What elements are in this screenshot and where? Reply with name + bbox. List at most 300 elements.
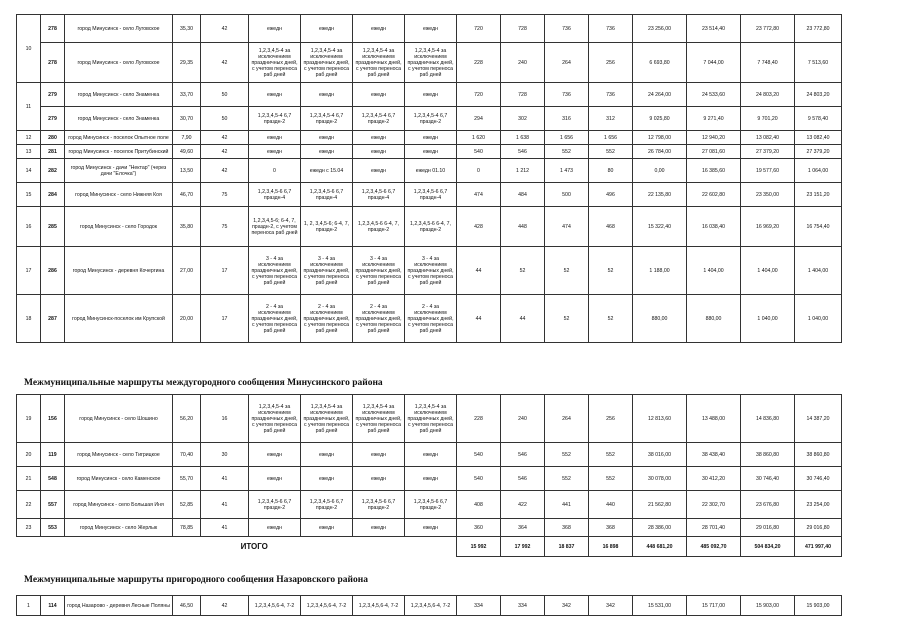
schedule-cell-1: 1,2,3,4,5-4 за исключением праздничных дней, с учетом переноса раб дней <box>249 395 301 443</box>
route-number-cell: 279 <box>41 107 65 131</box>
trips-cell-4: 440 <box>589 491 633 519</box>
schedule-cell-1: ежедн <box>249 467 301 491</box>
value-cell-2: 38 438,40 <box>687 443 741 467</box>
trips-cell-3: 552 <box>545 467 589 491</box>
trips-cell-4: 552 <box>589 145 633 159</box>
schedule-cell-3: ежедн <box>353 131 405 145</box>
schedule-cell-4: 2 - 4 за исключением праздничных дней, с учетом переноса раб дней <box>405 295 457 343</box>
value-cell-4: 30 746,40 <box>795 467 842 491</box>
operator-cell: 42 <box>201 15 249 43</box>
table-row <box>17 43 842 83</box>
row-index-cell: 20 <box>17 443 41 467</box>
value-cell-3: 23 676,80 <box>741 491 795 519</box>
trips-cell-3: 264 <box>545 43 589 83</box>
trips-cell-4: 52 <box>589 247 633 295</box>
route-name-cell: город Минусинск - село Городок <box>65 207 173 247</box>
schedule-cell-4: 3 - 4 за исключением праздничных дней, с учетом переноса раб дней <box>405 247 457 295</box>
value-cell-2: 24 533,60 <box>687 83 741 107</box>
trips-cell-3: 736 <box>545 83 589 107</box>
value-cell-3: 15 903,00 <box>741 596 795 616</box>
route-name-cell: город Минусинск - село Тигрицкое <box>65 443 173 467</box>
table-row <box>17 131 842 145</box>
value-cell-3: 16 969,20 <box>741 207 795 247</box>
value-cell-4: 15 903,00 <box>795 596 842 616</box>
value-cell-2: 22 302,70 <box>687 491 741 519</box>
route-length-cell: 35,30 <box>173 15 201 43</box>
trips-cell-1: 1 620 <box>457 131 501 145</box>
trips-cell-1: 720 <box>457 15 501 43</box>
value-cell-2: 23 514,40 <box>687 15 741 43</box>
value-cell-2: 22 602,80 <box>687 183 741 207</box>
route-length-cell: 46,50 <box>173 596 201 616</box>
operator-cell: 16 <box>201 395 249 443</box>
route-length-cell: 78,85 <box>173 519 201 537</box>
schedule-cell-1: ежедн <box>249 131 301 145</box>
schedule-cell-3: ежедн <box>353 145 405 159</box>
route-number-cell: 287 <box>41 295 65 343</box>
value-cell-1: 24 264,00 <box>633 83 687 107</box>
trips-cell-1: 540 <box>457 145 501 159</box>
operator-cell: 42 <box>201 159 249 183</box>
value-cell-2: 16 038,40 <box>687 207 741 247</box>
trips-cell-1: 540 <box>457 443 501 467</box>
schedule-cell-3: 1,2,3,4,5-6 6-4, 7, праздн-2 <box>353 207 405 247</box>
trips-cell-4: 312 <box>589 107 633 131</box>
schedule-cell-3: 1,2,3,4,5-4 за исключением праздничных дней, с учетом переноса раб дней <box>353 43 405 83</box>
schedule-cell-1: ежедн <box>249 145 301 159</box>
value-cell-1: 30 078,00 <box>633 467 687 491</box>
table-row <box>17 295 842 343</box>
itogo-value-3: 504 834,20 <box>741 537 795 557</box>
trips-cell-1: 540 <box>457 467 501 491</box>
route-number-cell: 156 <box>41 395 65 443</box>
trips-cell-3: 52 <box>545 247 589 295</box>
trips-cell-2: 484 <box>501 183 545 207</box>
table-row <box>17 83 842 107</box>
schedule-cell-2: 1, 2, 3,4,5-6; 6-4, 7, праздн-2 <box>301 207 353 247</box>
schedule-cell-1: ежедн <box>249 83 301 107</box>
value-cell-4: 38 860,80 <box>795 443 842 467</box>
value-cell-2: 7 044,00 <box>687 43 741 83</box>
trips-cell-2: 546 <box>501 467 545 491</box>
table-row <box>17 247 842 295</box>
schedule-cell-1: 1,2,3,4,5-4 за исключением праздничных дней, с учетом переноса раб дней <box>249 43 301 83</box>
trips-cell-3: 264 <box>545 395 589 443</box>
trips-cell-2: 52 <box>501 247 545 295</box>
schedule-cell-1: 2 - 4 за исключением праздничных дней, с учетом переноса раб дней <box>249 295 301 343</box>
value-cell-3: 1 404,00 <box>741 247 795 295</box>
route-number-cell: 284 <box>41 183 65 207</box>
operator-cell: 41 <box>201 467 249 491</box>
route-length-cell: 52,85 <box>173 491 201 519</box>
schedule-cell-1: ежедн <box>249 443 301 467</box>
schedule-cell-2: 1,2,3,4,5-6 6,7 праздн-2 <box>301 491 353 519</box>
value-cell-3: 30 746,40 <box>741 467 795 491</box>
trips-cell-4: 368 <box>589 519 633 537</box>
schedule-cell-3: ежедн <box>353 443 405 467</box>
schedule-cell-3: ежедн <box>353 467 405 491</box>
route-name-cell: город Назарово - деревня Лесные Поляны <box>65 596 173 616</box>
schedule-cell-1: 0 <box>249 159 301 183</box>
table-row <box>17 443 842 467</box>
value-cell-1: 880,00 <box>633 295 687 343</box>
table-row <box>17 145 842 159</box>
route-number-cell: 557 <box>41 491 65 519</box>
route-number-cell: 285 <box>41 207 65 247</box>
schedule-cell-4: 1,2,3,4,5-4 6,7 праздн-2 <box>405 107 457 131</box>
schedule-cell-3: ежедн <box>353 15 405 43</box>
route-length-cell: 20,00 <box>173 295 201 343</box>
schedule-cell-3: 1,2,3,4,5,6-4, 7-2 <box>353 596 405 616</box>
value-cell-3: 24 803,20 <box>741 83 795 107</box>
table-row <box>17 15 842 43</box>
value-cell-1: 12 813,60 <box>633 395 687 443</box>
route-number-cell: 548 <box>41 467 65 491</box>
schedule-cell-3: 2 - 4 за исключением праздничных дней, с учетом переноса раб дней <box>353 295 405 343</box>
value-cell-3: 9 701,20 <box>741 107 795 131</box>
value-cell-2: 880,00 <box>687 295 741 343</box>
trips-cell-3: 52 <box>545 295 589 343</box>
trips-cell-1: 228 <box>457 43 501 83</box>
schedule-cell-1: 1,2,3,4,5-6 6,7 праздн-4 <box>249 183 301 207</box>
table-row <box>17 491 842 519</box>
itogo-value-1: 448 681,20 <box>633 537 687 557</box>
value-cell-2: 12 940,20 <box>687 131 741 145</box>
schedule-cell-2: ежедн <box>301 467 353 491</box>
operator-cell: 42 <box>201 596 249 616</box>
schedule-cell-4: ежедн 01.10 <box>405 159 457 183</box>
trips-cell-3: 736 <box>545 15 589 43</box>
trips-cell-3: 552 <box>545 443 589 467</box>
route-length-cell: 70,40 <box>173 443 201 467</box>
value-cell-4: 1 404,00 <box>795 247 842 295</box>
schedule-cell-1: 1,2,3,4,5-6; 6-4, 7, праздн-2, с учетом переноса раб дней <box>249 207 301 247</box>
route-number-cell: 553 <box>41 519 65 537</box>
row-index-cell: 19 <box>17 395 41 443</box>
value-cell-4: 13 082,40 <box>795 131 842 145</box>
value-cell-4: 23 254,00 <box>795 491 842 519</box>
schedule-cell-3: 1,2,3,4,5-6 6,7 праздн-4 <box>353 183 405 207</box>
schedule-cell-4: 1,2,3,4,5,6-4, 7-2 <box>405 596 457 616</box>
value-cell-2: 28 701,40 <box>687 519 741 537</box>
schedule-cell-2: ежедн <box>301 519 353 537</box>
route-number-cell: 279 <box>41 83 65 107</box>
row-index-cell: 23 <box>17 519 41 537</box>
trips-cell-3: 1 656 <box>545 131 589 145</box>
value-cell-1: 15 322,40 <box>633 207 687 247</box>
value-cell-4: 23 772,80 <box>795 15 842 43</box>
schedule-cell-2: ежедн <box>301 443 353 467</box>
value-cell-2: 30 412,20 <box>687 467 741 491</box>
row-index-cell: 10 <box>17 15 41 83</box>
schedule-cell-4: 1,2,3,4,5-6 6-4, 7, праздн-2 <box>405 207 457 247</box>
value-cell-2: 27 081,60 <box>687 145 741 159</box>
trips-cell-2: 240 <box>501 43 545 83</box>
schedule-cell-3: ежедн <box>353 83 405 107</box>
operator-cell: 41 <box>201 491 249 519</box>
schedule-cell-2: 2 - 4 за исключением праздничных дней, с учетом переноса раб дней <box>301 295 353 343</box>
route-length-cell: 46,70 <box>173 183 201 207</box>
route-number-cell: 278 <box>41 15 65 43</box>
schedule-cell-1: 1,2,3,4,5,6-4, 7-2 <box>249 596 301 616</box>
row-index-cell: 16 <box>17 207 41 247</box>
schedule-cell-2: 1,2,3,4,5-4 6,7 праздн-2 <box>301 107 353 131</box>
trips-cell-4: 1 656 <box>589 131 633 145</box>
trips-cell-2: 546 <box>501 145 545 159</box>
trips-cell-4: 736 <box>589 15 633 43</box>
schedule-cell-4: ежедн <box>405 443 457 467</box>
trips-cell-1: 428 <box>457 207 501 247</box>
route-number-cell: 286 <box>41 247 65 295</box>
itogo-trips-3: 18 837 <box>545 537 589 557</box>
trips-cell-1: 474 <box>457 183 501 207</box>
value-cell-4: 14 387,20 <box>795 395 842 443</box>
schedule-cell-4: ежедн <box>405 145 457 159</box>
row-index-cell: 22 <box>17 491 41 519</box>
value-cell-1: 28 386,00 <box>633 519 687 537</box>
trips-cell-4: 52 <box>589 295 633 343</box>
value-cell-3: 13 082,40 <box>741 131 795 145</box>
route-name-cell: город Минусинск - село Большая Иня <box>65 491 173 519</box>
schedule-cell-3: 1,2,3,4,5-6 6,7 праздн-2 <box>353 491 405 519</box>
section-title-suburban-nazarovo: Межмуниципальные маршруты пригородного сообщения Назаровского района <box>24 575 368 585</box>
trips-cell-1: 294 <box>457 107 501 131</box>
operator-cell: 50 <box>201 107 249 131</box>
trips-cell-4: 496 <box>589 183 633 207</box>
itogo-value-2: 485 092,70 <box>687 537 741 557</box>
trips-cell-4: 342 <box>589 596 633 616</box>
value-cell-1: 26 784,00 <box>633 145 687 159</box>
itogo-value-4: 471 997,40 <box>795 537 842 557</box>
trips-cell-2: 728 <box>501 83 545 107</box>
schedule-cell-2: 1,2,3,4,5,6-4, 7-2 <box>301 596 353 616</box>
schedule-cell-1: 1,2,3,4,5-4 6,7 праздн-2 <box>249 107 301 131</box>
trips-cell-2: 240 <box>501 395 545 443</box>
trips-cell-4: 552 <box>589 443 633 467</box>
route-name-cell: город Минусинск - село Знаменка <box>65 83 173 107</box>
trips-cell-3: 500 <box>545 183 589 207</box>
trips-cell-2: 44 <box>501 295 545 343</box>
table-row <box>17 183 842 207</box>
route-name-cell: город Минусинск - село Шошино <box>65 395 173 443</box>
table-row <box>17 596 842 616</box>
trips-cell-4: 80 <box>589 159 633 183</box>
route-name-cell: город Минусинск - село Луговское <box>65 43 173 83</box>
itogo-label: ИТОГО <box>240 541 268 551</box>
trips-cell-1: 44 <box>457 247 501 295</box>
table-row <box>17 519 842 537</box>
value-cell-1: 15 531,00 <box>633 596 687 616</box>
trips-cell-4: 736 <box>589 83 633 107</box>
value-cell-1: 23 256,00 <box>633 15 687 43</box>
trips-cell-1: 44 <box>457 295 501 343</box>
route-length-cell: 35,80 <box>173 207 201 247</box>
trips-cell-3: 342 <box>545 596 589 616</box>
row-index-cell: 15 <box>17 183 41 207</box>
operator-cell: 41 <box>201 519 249 537</box>
value-cell-3: 38 860,80 <box>741 443 795 467</box>
route-name-cell: город Минусинск - поселок Притубинский <box>65 145 173 159</box>
operator-cell: 17 <box>201 247 249 295</box>
schedule-cell-4: ежедн <box>405 519 457 537</box>
route-name-cell: город Минусинск - деревня Кочергина <box>65 247 173 295</box>
value-cell-3: 14 836,80 <box>741 395 795 443</box>
trips-cell-2: 728 <box>501 15 545 43</box>
schedule-cell-4: ежедн <box>405 131 457 145</box>
value-cell-4: 9 578,40 <box>795 107 842 131</box>
schedule-cell-4: ежедн <box>405 467 457 491</box>
value-cell-3: 23 772,80 <box>741 15 795 43</box>
value-cell-1: 12 798,00 <box>633 131 687 145</box>
route-number-cell: 114 <box>41 596 65 616</box>
trips-cell-1: 228 <box>457 395 501 443</box>
trips-cell-3: 1 473 <box>545 159 589 183</box>
schedule-cell-2: 1,2,3,4,5-4 за исключением праздничных дней, с учетом переноса раб дней <box>301 43 353 83</box>
trips-cell-4: 468 <box>589 207 633 247</box>
schedule-cell-2: ежедн <box>301 83 353 107</box>
operator-cell: 42 <box>201 43 249 83</box>
schedule-cell-1: 1,2,3,4,5-6 6,7 праздн-2 <box>249 491 301 519</box>
trips-cell-1: 360 <box>457 519 501 537</box>
value-cell-4: 24 803,20 <box>795 83 842 107</box>
value-cell-1: 0,00 <box>633 159 687 183</box>
schedule-cell-4: 1,2,3,4,5-6 6,7 праздн-4 <box>405 183 457 207</box>
row-index-cell: 1 <box>17 596 41 616</box>
table-row <box>17 207 842 247</box>
value-cell-1: 6 693,80 <box>633 43 687 83</box>
trips-cell-2: 1 212 <box>501 159 545 183</box>
route-number-cell: 281 <box>41 145 65 159</box>
operator-cell: 30 <box>201 443 249 467</box>
schedule-cell-2: ежедн <box>301 145 353 159</box>
value-cell-1: 38 016,00 <box>633 443 687 467</box>
operator-cell: 42 <box>201 145 249 159</box>
table-row <box>17 107 842 131</box>
schedule-cell-3: ежедн <box>353 159 405 183</box>
section-title-intercity-minusinsk: Межмуниципальные маршруты междугородного сообщения Минусинского района <box>24 378 383 388</box>
itogo-trips-2: 17 992 <box>501 537 545 557</box>
route-length-cell: 13,50 <box>173 159 201 183</box>
routes-table-nazarovo-suburban <box>16 595 842 616</box>
trips-cell-2: 1 638 <box>501 131 545 145</box>
schedule-cell-3: 1,2,3,4,5-4 за исключением праздничных дней, с учетом переноса раб дней <box>353 395 405 443</box>
trips-cell-1: 720 <box>457 83 501 107</box>
route-length-cell: 29,35 <box>173 43 201 83</box>
table-row <box>17 467 842 491</box>
operator-cell: 42 <box>201 131 249 145</box>
value-cell-4: 7 513,60 <box>795 43 842 83</box>
trips-cell-3: 316 <box>545 107 589 131</box>
value-cell-3: 1 040,00 <box>741 295 795 343</box>
value-cell-1: 22 135,80 <box>633 183 687 207</box>
route-length-cell: 27,00 <box>173 247 201 295</box>
route-name-cell: город Минусинск - село Каменское <box>65 467 173 491</box>
itogo-row <box>17 537 842 557</box>
value-cell-1: 9 025,80 <box>633 107 687 131</box>
value-cell-4: 29 016,80 <box>795 519 842 537</box>
value-cell-4: 16 754,40 <box>795 207 842 247</box>
operator-cell: 75 <box>201 207 249 247</box>
value-cell-4: 1 040,00 <box>795 295 842 343</box>
route-length-cell: 56,20 <box>173 395 201 443</box>
route-length-cell: 49,60 <box>173 145 201 159</box>
operator-cell: 17 <box>201 295 249 343</box>
trips-cell-3: 368 <box>545 519 589 537</box>
schedule-cell-4: 1,2,3,4,5-4 за исключением праздничных дней, с учетом переноса раб дней <box>405 43 457 83</box>
route-name-cell: город Минусинск - дачи "Нектар" (через дачи "Елочка") <box>65 159 173 183</box>
trips-cell-4: 552 <box>589 467 633 491</box>
trips-cell-1: 408 <box>457 491 501 519</box>
value-cell-3: 27 379,20 <box>741 145 795 159</box>
route-number-cell: 282 <box>41 159 65 183</box>
value-cell-3: 23 350,00 <box>741 183 795 207</box>
value-cell-3: 29 016,80 <box>741 519 795 537</box>
schedule-cell-2: ежедн <box>301 15 353 43</box>
operator-cell: 75 <box>201 183 249 207</box>
value-cell-4: 23 151,20 <box>795 183 842 207</box>
trips-cell-2: 302 <box>501 107 545 131</box>
trips-cell-3: 552 <box>545 145 589 159</box>
schedule-cell-4: 1,2,3,4,5-6 6,7 праздн-2 <box>405 491 457 519</box>
row-index-cell: 21 <box>17 467 41 491</box>
schedule-cell-2: 1,2,3,4,5-4 за исключением праздничных дней, с учетом переноса раб дней <box>301 395 353 443</box>
value-cell-1: 1 188,00 <box>633 247 687 295</box>
schedule-cell-4: ежедн <box>405 83 457 107</box>
route-number-cell: 280 <box>41 131 65 145</box>
schedule-cell-2: ежедн <box>301 131 353 145</box>
schedule-cell-3: 1,2,3,4,5-4 6,7 праздн-2 <box>353 107 405 131</box>
trips-cell-2: 334 <box>501 596 545 616</box>
trips-cell-2: 448 <box>501 207 545 247</box>
route-name-cell: город Минусинск - село Знаменка <box>65 107 173 131</box>
table-row <box>17 159 842 183</box>
row-index-cell: 13 <box>17 145 41 159</box>
value-cell-2: 9 271,40 <box>687 107 741 131</box>
value-cell-2: 1 404,00 <box>687 247 741 295</box>
trips-cell-1: 0 <box>457 159 501 183</box>
trips-cell-4: 256 <box>589 43 633 83</box>
trips-cell-2: 546 <box>501 443 545 467</box>
row-index-cell: 17 <box>17 247 41 295</box>
schedule-cell-2: ежедн с 15.04 <box>301 159 353 183</box>
value-cell-2: 16 385,60 <box>687 159 741 183</box>
row-index-cell: 14 <box>17 159 41 183</box>
row-index-cell: 12 <box>17 131 41 145</box>
schedule-cell-3: 3 - 4 за исключением праздничных дней, с учетом переноса раб дней <box>353 247 405 295</box>
trips-cell-3: 441 <box>545 491 589 519</box>
schedule-cell-4: ежедн <box>405 15 457 43</box>
operator-cell: 50 <box>201 83 249 107</box>
route-number-cell: 278 <box>41 43 65 83</box>
route-name-cell: город Минусинск - село Луговское <box>65 15 173 43</box>
trips-cell-2: 422 <box>501 491 545 519</box>
itogo-trips-4: 16 898 <box>589 537 633 557</box>
routes-table-minusinsk-suburban <box>16 14 842 343</box>
itogo-trips-1: 15 992 <box>457 537 501 557</box>
trips-cell-2: 364 <box>501 519 545 537</box>
value-cell-3: 7 748,40 <box>741 43 795 83</box>
route-name-cell: город Минусинск - село Нижняя Коя <box>65 183 173 207</box>
schedule-cell-1: ежедн <box>249 519 301 537</box>
route-number-cell: 119 <box>41 443 65 467</box>
schedule-cell-3: ежедн <box>353 519 405 537</box>
routes-table-minusinsk-intercity <box>16 394 842 557</box>
value-cell-1: 21 562,80 <box>633 491 687 519</box>
route-length-cell: 33,70 <box>173 83 201 107</box>
trips-cell-3: 474 <box>545 207 589 247</box>
row-index-cell: 18 <box>17 295 41 343</box>
route-length-cell: 30,70 <box>173 107 201 131</box>
